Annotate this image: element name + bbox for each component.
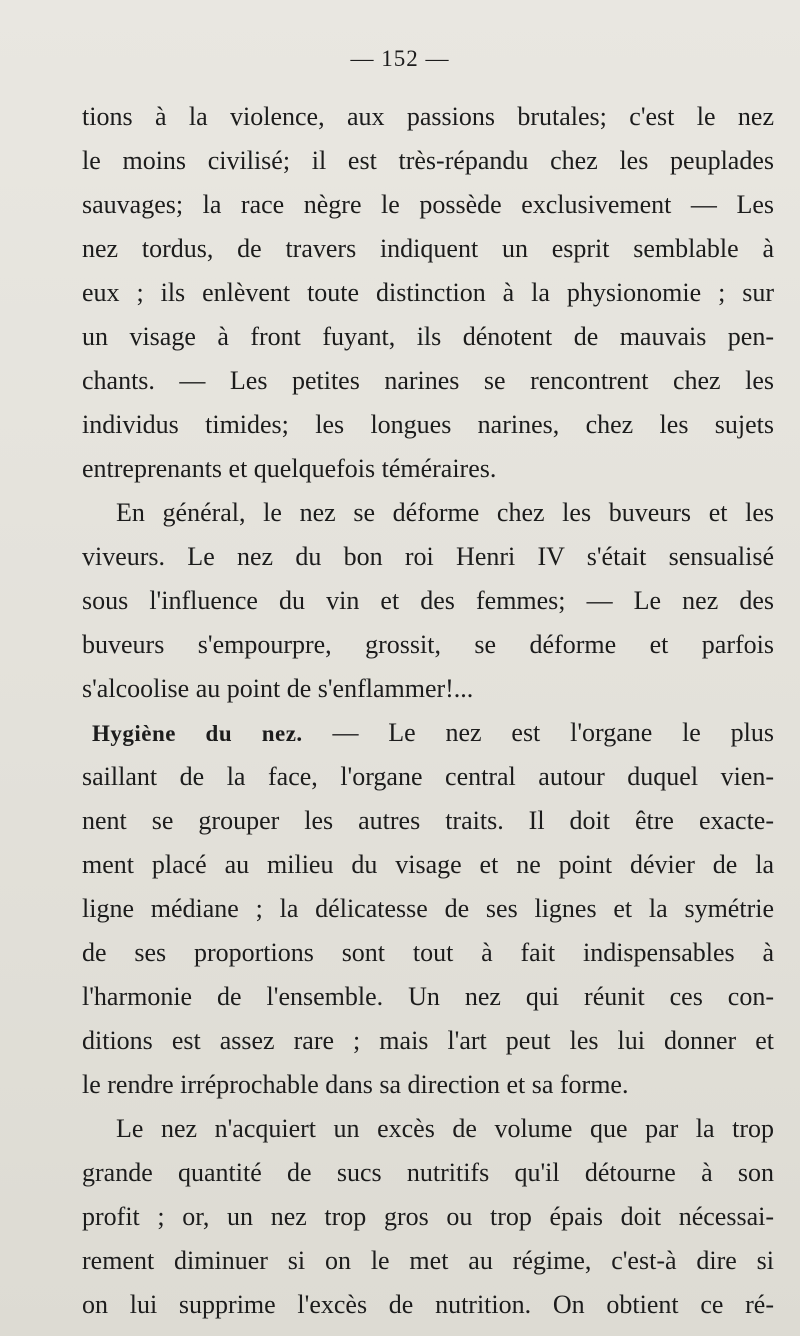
text-line: individus timides; les longues narines, chez les sujets (82, 410, 774, 439)
text-line: sauvages; la race nègre le possède exclusivement — Les (82, 190, 774, 219)
text-line: rement diminuer si on le met au régime, c'est-à dire si (82, 1246, 774, 1275)
body-text (82, 95, 774, 1327)
text-line: tions à la violence, aux passions brutales; c'est le nez (82, 102, 774, 131)
section-heading-line (82, 711, 774, 755)
page-number: — 152 — (350, 46, 450, 71)
text-line: buveurs s'empourpre, grossit, se déforme et parfois (82, 630, 774, 659)
text-line: s'alcoolise au point de s'enflammer!... (82, 674, 474, 703)
text-line: ditions est assez rare ; mais l'art peut les lui donner et (82, 1026, 774, 1055)
text-line: entreprenants et quelquefois téméraires. (82, 454, 497, 483)
text-line: le rendre irréprochable dans sa direction et sa forme. (82, 1070, 629, 1099)
text-line: l'harmonie de l'ensemble. Un nez qui réunit ces con- (82, 982, 774, 1011)
text-line: profit ; or, un nez trop gros ou trop épais doit nécessai- (82, 1202, 774, 1231)
text-line: on lui supprime l'excès de nutrition. On obtient ce ré- (82, 1290, 774, 1319)
text-line: ment placé au milieu du visage et ne point dévier de la (82, 850, 774, 879)
text-line: Le nez n'acquiert un excès de volume que par la trop (116, 1114, 774, 1143)
text-line: viveurs. Le nez du bon roi Henri IV s'était sensualisé (82, 542, 774, 571)
text-line: sous l'influence du vin et des femmes; — Le nez des (82, 586, 774, 615)
text-line: un visage à front fuyant, ils dénotent de mauvais pen- (82, 322, 774, 351)
text-line: de ses proportions sont tout à fait indispensables à (82, 938, 774, 967)
text-line: grande quantité de sucs nutritifs qu'il détourne à son (82, 1158, 774, 1187)
text-line: le moins civilisé; il est très-répandu chez les peuplades (82, 146, 774, 175)
text-line: — Le nez est l'organe le plus (332, 718, 774, 747)
section-heading: Hygiène du nez. (92, 721, 303, 746)
text-line: nent se grouper les autres traits. Il doit être exacte- (82, 806, 774, 835)
text-line: chants. — Les petites narines se rencontrent chez les (82, 366, 774, 395)
text-line: eux ; ils enlèvent toute distinction à la physionomie ; sur (82, 278, 774, 307)
text-line: En général, le nez se déforme chez les buveurs et les (116, 498, 774, 527)
text-line: ligne médiane ; la délicatesse de ses lignes et la symétrie (82, 894, 774, 923)
text-line: nez tordus, de travers indiquent un esprit semblable à (82, 234, 774, 263)
text-line: saillant de la face, l'organe central autour duquel vien- (82, 762, 774, 791)
